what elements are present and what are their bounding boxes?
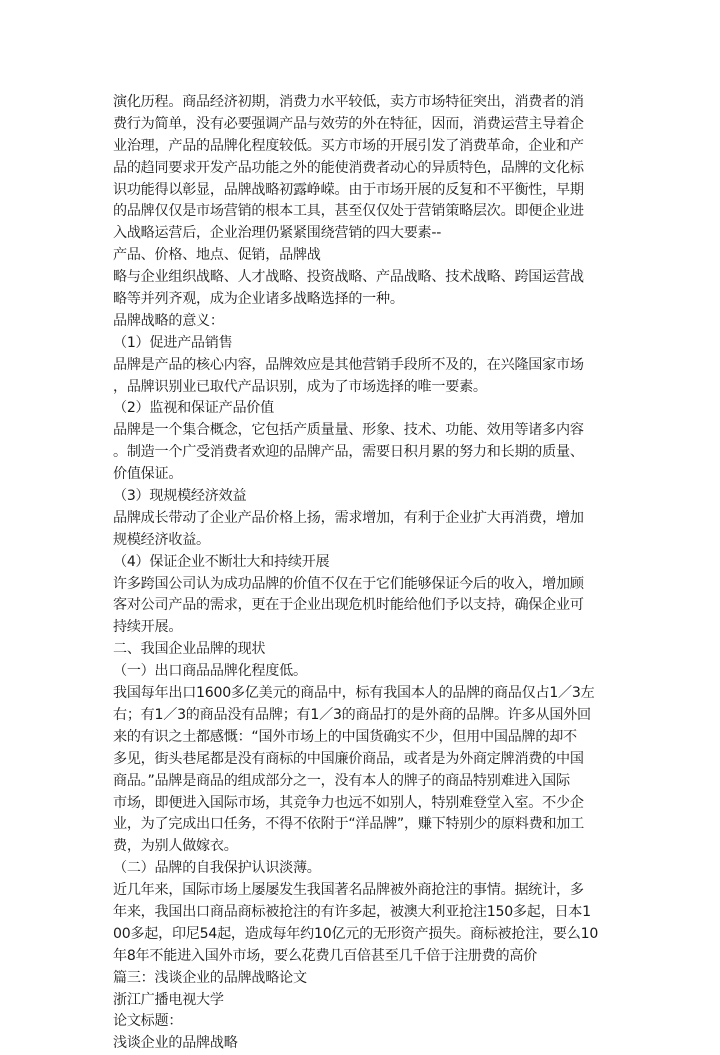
subheading: （1）促进产品销售: [113, 334, 233, 351]
text-line: 略与企业组织战略、人才战略、投资战略、产品战略、技术战略、跨国运营战: [113, 269, 584, 286]
document-body: [113, 92, 613, 1055]
subheading: （一）出口商品品牌化程度低。: [113, 663, 307, 680]
text-line: 商品。”品牌是商品的组成部分之一，没有本人的牌子的商品特别难进入国际: [113, 772, 570, 789]
field-label: 论文标题：: [113, 1013, 183, 1030]
text-line: 年来，我国出口商品商标被抢注的有许多起，被澳大利亚抢注150多起，日本1: [113, 903, 591, 920]
text-line: 演化历程。商品经济初期，消费力水平较低，卖方市场特征突出，消费者的消: [113, 94, 584, 110]
text-line: 费行为简单，没有必要强调产品与效劳的外在特征，因而，消费运营主导着企: [113, 115, 584, 132]
subheading: （二）品牌的自我保护认识淡薄。: [113, 860, 321, 877]
text-line: 多见，街头巷尾都是没有商标的中国廉价商品，或者是为外商定牌消费的中国: [113, 750, 584, 767]
text-line: 近几年来，国际市场上屡屡发生我国著名品牌被外商抢注的事情。据统计，多: [113, 882, 584, 899]
text-line: ，品牌识别业已取代产品识别，成为了市场选择的唯一要素。: [113, 378, 487, 395]
text-line: 市场，即便进入国际市场，其竞争力也远不如别人，特别难登堂入室。不少企: [113, 794, 584, 811]
institution-name: 浙江广播电视大学: [113, 991, 224, 1008]
text-line: 许多跨国公司认为成功品牌的价值不仅在于它们能够保证今后的收入，增加顾: [113, 575, 584, 592]
text-line: 识功能得以彰显，品牌战略初露峥嵘。由于市场开展的反复和不平衡性，早期: [113, 181, 584, 198]
text-line: 品的趋同要求开发产品功能之外的能使消费者动心的异质特色，品牌的文化标: [113, 159, 584, 176]
text-line: 年8年不能进入国外市场，要么花费几百倍甚至几千倍于注册费的高价: [113, 947, 538, 964]
text-line: 产品、价格、地点、促销，品牌战: [113, 247, 321, 264]
subheading: （4）保证企业不断壮大和持续开展: [113, 553, 330, 570]
section-heading: 品牌战略的意义：: [113, 312, 224, 329]
text-line: 右；有1／3的商品没有品牌；有1／3的商品打的是外商的品牌。许多从国外回: [113, 706, 591, 723]
text-line: 品牌是一个集合概念，它包括产质量量、形象、技术、功能、效用等诸多内容: [113, 422, 584, 439]
text-line: 00多起，印尼54起，造成每年约10亿元的无形资产损失。商标被抢注，要么10: [113, 925, 599, 942]
text-line: 费，为别人做嫁衣。: [113, 838, 238, 855]
subheading: （3）现规模经济效益: [113, 488, 247, 505]
text-line: 品牌成长带动了企业产品价格上扬，需求增加，有利于企业扩大再消费，增加: [113, 509, 584, 526]
text-line: 我国每年出口1600多亿美元的商品中，标有我国本人的品牌的商品仅占1／3左: [113, 685, 595, 702]
section-heading: 篇三：浅谈企业的品牌战略论文: [113, 969, 307, 986]
subheading: （2）监视和保证产品价值: [113, 400, 274, 417]
text-line: 来的有识之土都感慨：“国外市场上的中国货确实不少，但用中国品牌的却不: [113, 728, 577, 745]
text-line: 客对公司产品的需求，更在于企业出现危机时能给他们予以支持，确保企业可: [113, 597, 584, 614]
text-line: 规模经济收益。: [113, 531, 210, 548]
text-line: 略等并列齐观，成为企业诸多战略选择的一种。: [113, 291, 404, 308]
text-line: 持续开展。: [113, 619, 183, 636]
section-heading: 二、我国企业品牌的现状: [113, 641, 266, 658]
text-line: 业治理，产品的品牌化程度较低。买方市场的开展引发了消费革命，企业和产: [113, 137, 584, 154]
text-line: 的品牌仅仅是市场营销的根本工具，甚至仅仅处于营销策略层次。即便企业进: [113, 203, 584, 220]
text-line: 业，为了完成出口任务，不得不依附于“洋品牌”，赚下特别少的原料费和加工: [113, 816, 584, 833]
text-line: 价值保证。: [113, 466, 183, 483]
text-line: 品牌是产品的核心内容，品牌效应是其他营销手段所不及的，在兴隆国家市场: [113, 356, 584, 373]
paper-title: 浅谈企业的品牌战略: [113, 1035, 238, 1052]
text-line: 。制造一个广受消费者欢迎的品牌产品，需要日积月累的努力和长期的质量、: [113, 444, 584, 461]
text-line: 入战略运营后，企业治理仍紧紧围绕营销的四大要素--: [113, 225, 442, 242]
